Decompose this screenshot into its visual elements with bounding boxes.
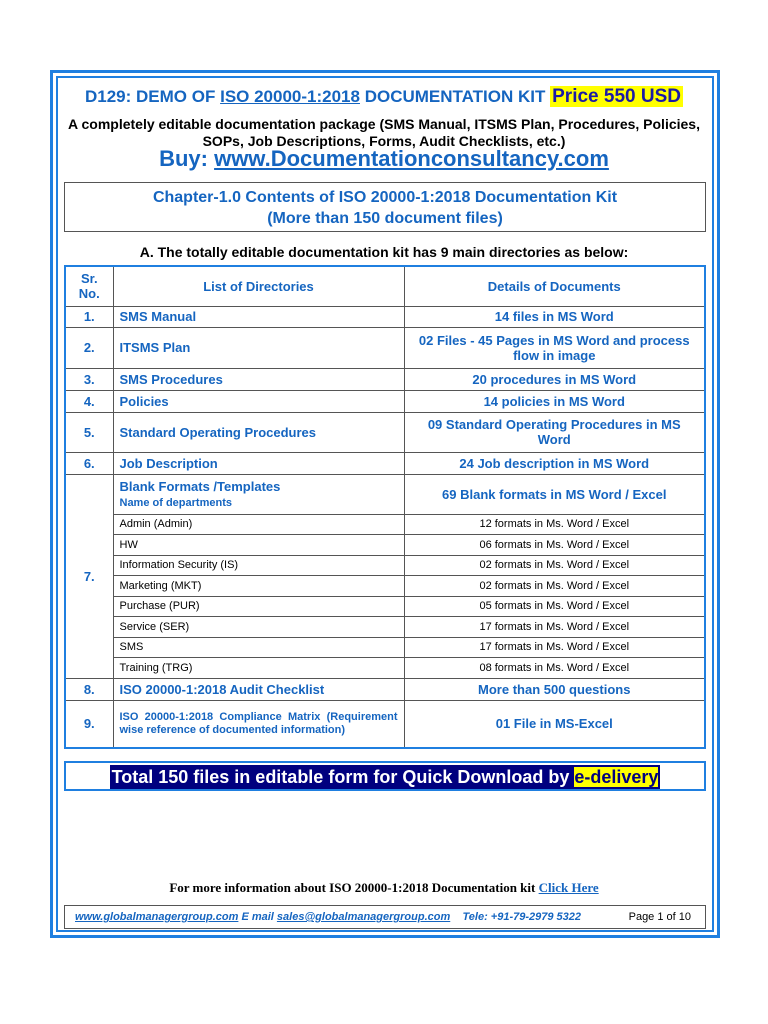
- row-details: 14 files in MS Word: [404, 306, 705, 327]
- chapter-subtitle: (More than 150 document files): [267, 210, 503, 227]
- total-text: [110, 765, 661, 789]
- row-details: 09 Standard Operating Procedures in MS Word: [404, 412, 705, 452]
- department-name: Purchase (PUR): [113, 596, 404, 617]
- department-row: [65, 658, 705, 679]
- chapter-title: Chapter-1.0 Contents of ISO 20000-1:2018 Documentation Kit: [152, 189, 618, 206]
- department-row: [65, 555, 705, 576]
- row-sr: 2.: [65, 327, 113, 368]
- buy-line: [0, 146, 768, 172]
- buy-link[interactable]: www.Documentationconsultancy.com: [214, 146, 609, 171]
- department-details: 02 formats in Ms. Word / Excel: [404, 576, 705, 597]
- blank-formats-label: Blank Formats /Templates: [119, 479, 281, 494]
- row-name: SMS Manual: [113, 306, 404, 327]
- title-suffix: DOCUMENTATION KIT: [359, 87, 551, 106]
- row-name: ITSMS Plan: [113, 327, 404, 368]
- row-name: ISO 20000-1:2018 Audit Checklist: [113, 678, 404, 700]
- table-row: [65, 306, 705, 327]
- price-badge: Price 550 USD: [552, 86, 681, 107]
- section-a-heading: A. The totally editable documentation kit has 9 main directories as below:: [139, 244, 629, 260]
- email-link[interactable]: sales@globalmanagergroup.com: [276, 911, 451, 923]
- header-sr: Sr. No.: [65, 266, 113, 306]
- click-here-link[interactable]: Click Here: [538, 880, 599, 895]
- row-name: ISO 20000-1:2018 Compliance Matrix (Requirement wise reference of documented information): [113, 700, 404, 748]
- buy-label: Buy:: [159, 146, 215, 171]
- document-title: [0, 86, 768, 108]
- directories-table: [64, 265, 706, 749]
- row-details: 69 Blank formats in MS Word / Excel: [404, 474, 705, 514]
- total-banner: [64, 761, 706, 791]
- department-name: SMS: [113, 637, 404, 658]
- table-row: [65, 368, 705, 390]
- more-info-line: [0, 880, 768, 896]
- department-details: 02 formats in Ms. Word / Excel: [404, 555, 705, 576]
- department-name: HW: [113, 535, 404, 556]
- chapter-box: [64, 182, 706, 232]
- row-sr: 4.: [65, 390, 113, 412]
- department-details: 05 formats in Ms. Word / Excel: [404, 596, 705, 617]
- department-row: [65, 576, 705, 597]
- department-row: [65, 637, 705, 658]
- department-name: Admin (Admin): [113, 514, 404, 535]
- department-row: [65, 596, 705, 617]
- row-sr: 3.: [65, 368, 113, 390]
- row-sr: 5.: [65, 412, 113, 452]
- department-name: Service (SER): [113, 617, 404, 638]
- footer: [64, 905, 706, 929]
- table-row: [65, 327, 705, 368]
- row-sr: 1.: [65, 306, 113, 327]
- department-details: 08 formats in Ms. Word / Excel: [404, 658, 705, 679]
- department-details: 17 formats in Ms. Word / Excel: [404, 637, 705, 658]
- header-details: Details of Documents: [404, 266, 705, 306]
- department-details: 12 formats in Ms. Word / Excel: [404, 514, 705, 535]
- total-label: Total 150 files in editable form for Quick Download by: [111, 767, 575, 787]
- row-name: Policies: [113, 390, 404, 412]
- department-row: [65, 514, 705, 535]
- row-sr: 8.: [65, 678, 113, 700]
- row-sr: 7.: [65, 474, 113, 678]
- header-list: List of Directories: [113, 266, 404, 306]
- row-details: 24 Job description in MS Word: [404, 452, 705, 474]
- table-row: [65, 700, 705, 748]
- department-details: 17 formats in Ms. Word / Excel: [404, 617, 705, 638]
- title-iso: ISO 20000-1:2018: [220, 87, 360, 106]
- e-delivery-highlight: e-delivery: [574, 767, 659, 787]
- row-name: SMS Procedures: [113, 368, 404, 390]
- department-details: 06 formats in Ms. Word / Excel: [404, 535, 705, 556]
- table-row: [65, 452, 705, 474]
- page-number: Page 1 of 10: [628, 911, 691, 923]
- table-header-row: [65, 266, 705, 306]
- row-name: [113, 474, 404, 514]
- table-row: [65, 474, 705, 514]
- department-row: [65, 617, 705, 638]
- more-info-text: For more information about ISO 20000-1:2018 Documentation kit: [169, 880, 539, 895]
- table-row: [65, 412, 705, 452]
- row-details: 02 Files - 45 Pages in MS Word and process flow in image: [404, 327, 705, 368]
- table-row: [65, 678, 705, 700]
- phone-number: Tele: +91-79-2979 5322: [462, 911, 582, 923]
- row-sr: 9.: [65, 700, 113, 748]
- department-name: Training (TRG): [113, 658, 404, 679]
- email-label: E mail: [238, 911, 277, 923]
- subtitle-line1: A completely editable documentation package (SMS Manual, ITSMS Plan, Procedures, Policies,: [68, 116, 700, 132]
- row-details: More than 500 questions: [404, 678, 705, 700]
- subtitle: [0, 116, 768, 150]
- subtitle-line2: SOPs, Job Descriptions, Forms, Audit Checklists, etc.): [202, 133, 566, 149]
- departments-subhead: Name of departments: [119, 497, 232, 509]
- row-details: 20 procedures in MS Word: [404, 368, 705, 390]
- title-prefix: D129: DEMO OF: [85, 87, 221, 106]
- row-details: 14 policies in MS Word: [404, 390, 705, 412]
- row-name: Job Description: [113, 452, 404, 474]
- table-row: [65, 390, 705, 412]
- department-row: [65, 535, 705, 556]
- website-link[interactable]: www.globalmanagergroup.com: [75, 911, 239, 923]
- row-sr: 6.: [65, 452, 113, 474]
- department-name: Marketing (MKT): [113, 576, 404, 597]
- row-details: 01 File in MS-Excel: [404, 700, 705, 748]
- department-name: Information Security (IS): [113, 555, 404, 576]
- row-name: Standard Operating Procedures: [113, 412, 404, 452]
